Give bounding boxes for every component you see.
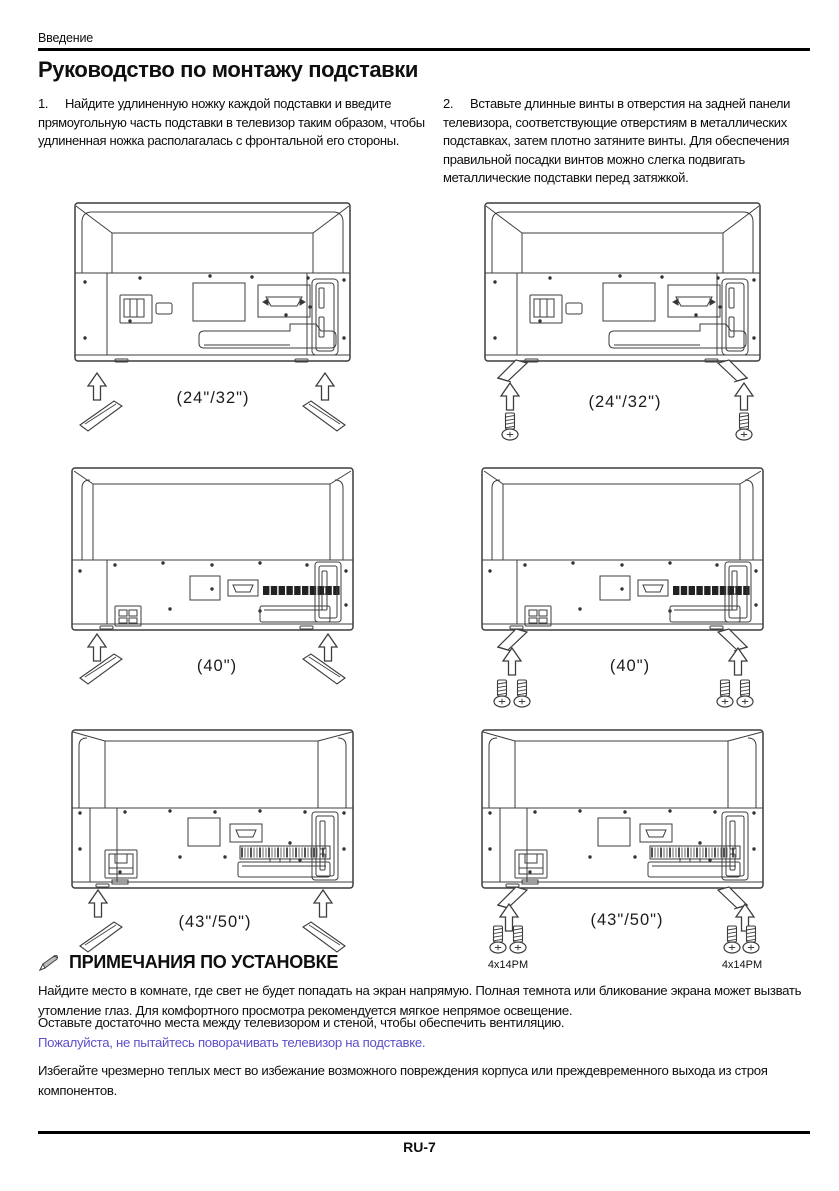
diagram-size-label: (43"/50") — [590, 911, 664, 929]
step-1 — [38, 95, 436, 151]
diagram-size-label: (40") — [609, 657, 651, 675]
diagram-size-label: (24"/32") — [588, 393, 662, 411]
screw-spec-label-left: 4x14PM — [487, 959, 529, 971]
pencil-icon — [38, 954, 58, 972]
notes-paragraph: Избегайте чрезмерно теплых мест во избежание возможного повреждения корпуса или преждевременного выхода из строя компонентов. — [38, 1063, 768, 1098]
notes-warning: Пожалуйста, не пытайтесь поворачивать телевизор на подставке. — [38, 1035, 426, 1050]
diagram-size-label: (43"/50") — [178, 913, 252, 931]
diagram-43-50-stands-detached — [60, 722, 430, 980]
tv-back-drawing — [60, 458, 430, 716]
tv-back-drawing — [470, 195, 839, 453]
page-number: RU-7 — [403, 1139, 436, 1155]
step-text: Вставьте длинные винты в отверстия на задней панели телевизора, соответствующие отверстиям в металлических подставках, затем плотно затяните винты. Для обеспечения правильной посадки винтов можно слегка подвигать металлические подставки перед затяжкой. — [443, 96, 791, 186]
section-header: Введение — [38, 31, 93, 45]
diagram-40-stands-attached — [470, 458, 839, 716]
diagram-24-32-stands-attached — [470, 195, 839, 453]
notes-paragraph: Оставьте достаточно места между телевизором и стеной, чтобы обеспечить вентиляцию. — [38, 1015, 565, 1030]
diagram-43-50-stands-attached — [470, 722, 839, 980]
step-number: 1. — [38, 96, 49, 111]
step-2 — [443, 95, 815, 188]
tv-back-drawing — [470, 458, 839, 716]
screw-spec-label-right: 4x14PM — [721, 959, 763, 971]
diagram-40-stands-detached — [60, 458, 430, 716]
install-notes-heading: ПРИМЕЧАНИЯ ПО УСТАНОВКЕ — [69, 952, 339, 972]
diagram-size-label: (24"/32") — [176, 389, 250, 407]
diagram-size-label: (40") — [196, 657, 238, 675]
tv-back-drawing — [470, 722, 839, 980]
diagram-24-32-stands-detached — [60, 195, 430, 453]
step-text: Найдите удлиненную ножку каждой подставки и введите прямоугольную часть подставки в телевизор таким образом, чтобы удлиненная ножка располагалась с фронтальной его стороны. — [38, 96, 425, 149]
step-number: 2. — [443, 96, 454, 111]
page-title: Руководство по монтажу подставки — [38, 57, 419, 82]
notes-paragraph: Найдите место в комнате, где свет не будет попадать на экран напрямую. Полная темнота или бликование экрана может вызвать утомление глаз. Для комфортного просмотра рекомендуется мягкое непрямое освещение. — [38, 983, 802, 1018]
header-rule — [38, 48, 810, 51]
tv-back-drawing — [60, 722, 430, 980]
install-notes-heading-row — [38, 952, 338, 973]
footer-rule — [38, 1131, 810, 1134]
tv-back-drawing — [60, 195, 430, 453]
